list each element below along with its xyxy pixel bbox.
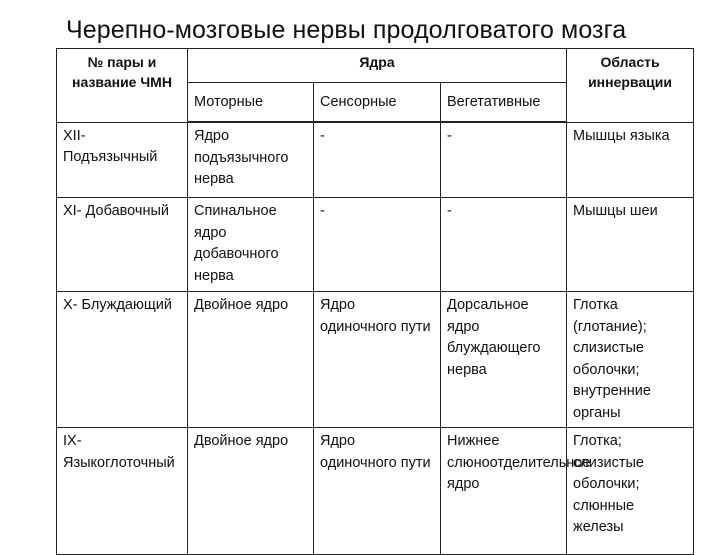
cell-sensory: Ядро одиночного пути bbox=[314, 428, 441, 555]
cell-area: Глотка (глотание); слизистые оболочки; внутренние органы bbox=[567, 292, 694, 428]
cranial-nerves-table bbox=[56, 48, 694, 555]
header-sensory: Сенсорные bbox=[314, 83, 441, 123]
header-area: Область иннервации bbox=[567, 49, 694, 123]
cell-sensory: Ядро одиночного пути bbox=[314, 292, 441, 428]
cell-area: Мышцы языка bbox=[567, 122, 694, 198]
header-vegetative: Вегетативные bbox=[441, 83, 567, 123]
cell-vegetative: - bbox=[441, 122, 567, 198]
cell-pair: IX- Языкоглоточный bbox=[57, 428, 188, 555]
cell-area: Глотка; слизистые оболочки; слюнные железы bbox=[567, 428, 694, 555]
header-nuclei: Ядра bbox=[188, 49, 567, 83]
cell-vegetative: Дорсальное ядро блуждающего нерва bbox=[441, 292, 567, 428]
table-row bbox=[57, 428, 694, 555]
cell-motor: Двойное ядро bbox=[188, 428, 314, 555]
table-row bbox=[57, 122, 694, 198]
cell-pair: X- Блуждающий bbox=[57, 292, 188, 428]
header-motor: Моторные bbox=[188, 83, 314, 123]
cell-motor: Спинальное ядро добавочного нерва bbox=[188, 198, 314, 292]
cell-area: Мышцы шеи bbox=[567, 198, 694, 292]
table-row bbox=[57, 292, 694, 428]
header-pair: № пары и название ЧМН bbox=[57, 49, 188, 123]
cell-sensory: - bbox=[314, 122, 441, 198]
table-row bbox=[57, 198, 694, 292]
cell-pair: XII- Подъязычный bbox=[57, 122, 188, 198]
slide-title: Черепно-мозговые нервы продолговатого мозга bbox=[66, 16, 627, 44]
cell-motor: Двойное ядро bbox=[188, 292, 314, 428]
cell-vegetative: - bbox=[441, 198, 567, 292]
cell-sensory: - bbox=[314, 198, 441, 292]
cell-vegetative: Нижнее слюноотделительное ядро bbox=[441, 428, 567, 555]
cell-motor: Ядро подъязычного нерва bbox=[188, 122, 314, 198]
cell-pair: XI- Добавочный bbox=[57, 198, 188, 292]
